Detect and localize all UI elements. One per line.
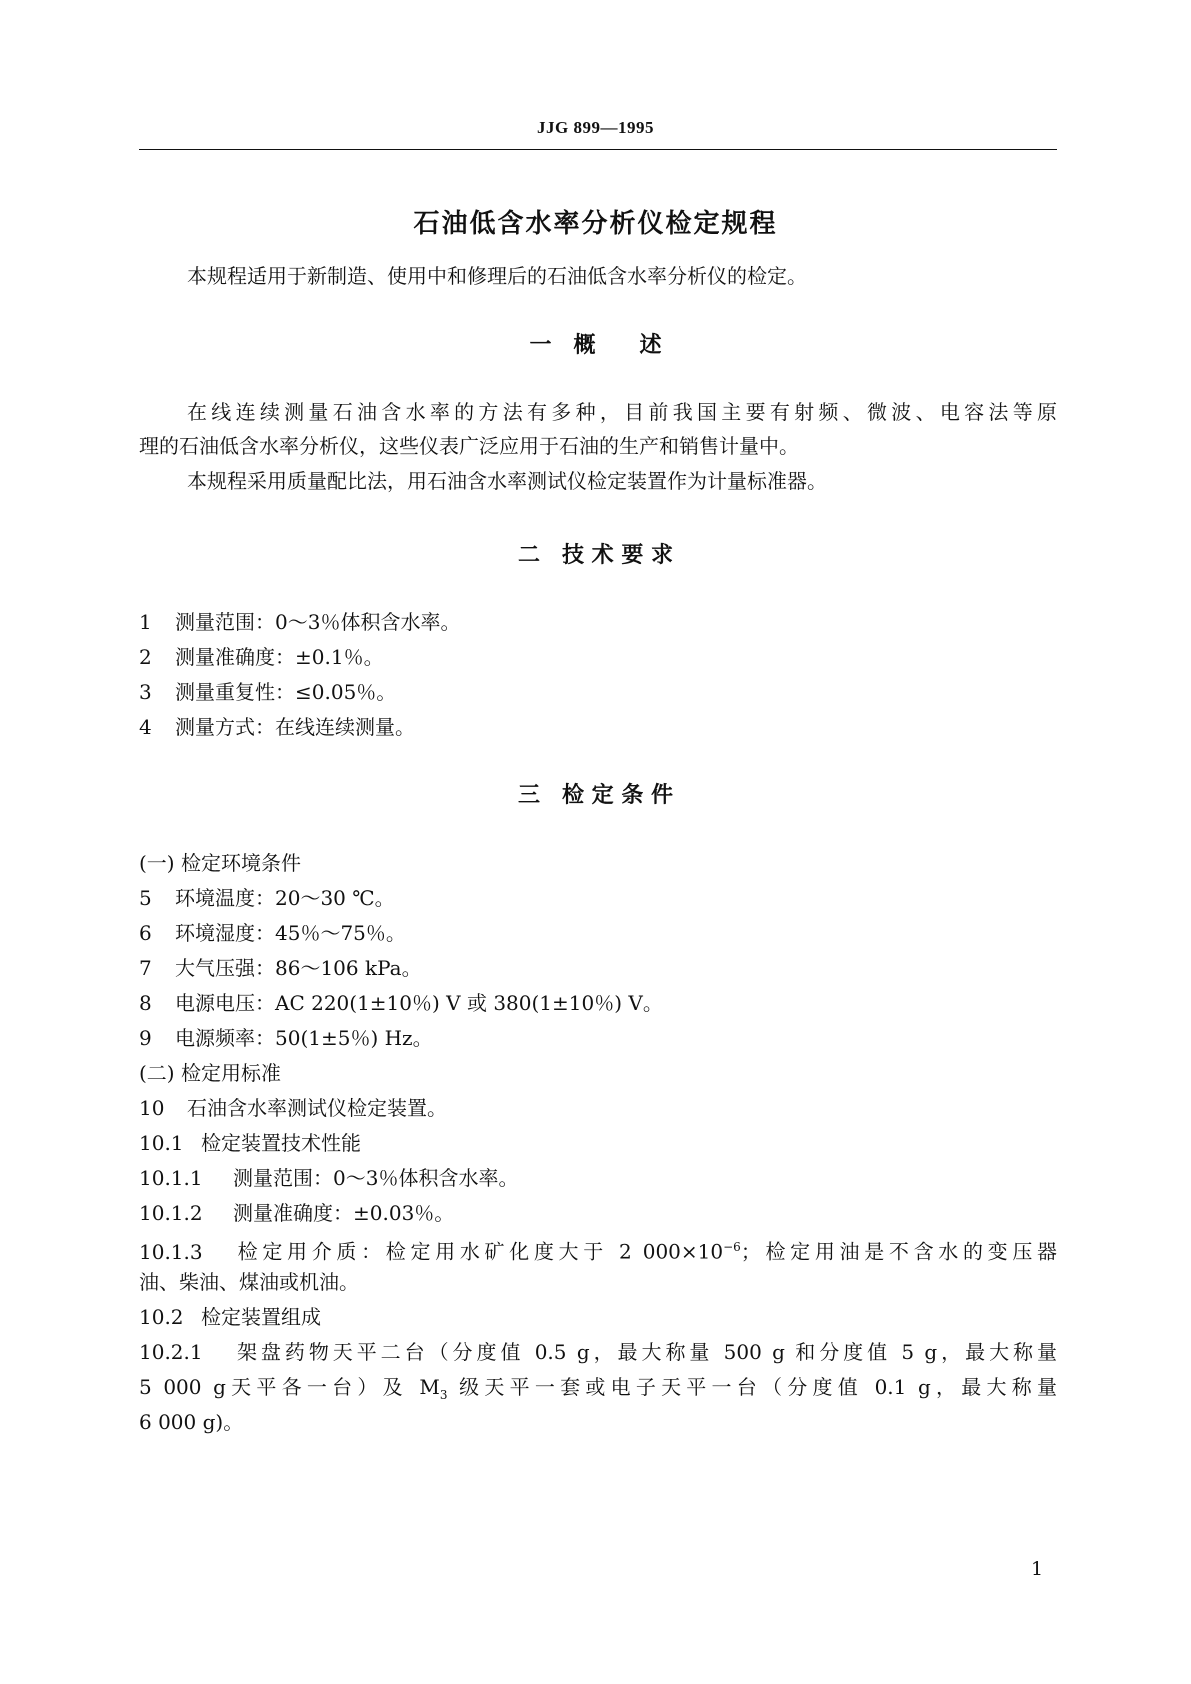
item-text: 架盘药物天平二台（分度值 0.5 g，最大称量 500 g 和分度值 5 g，最大称量 <box>233 1340 1057 1364</box>
env-item-7 <box>139 954 422 982</box>
env-item-8 <box>139 989 663 1017</box>
item-10-2-1-line-1 <box>139 1338 1057 1366</box>
item-number: 6 <box>139 921 152 945</box>
item-text: 检定装置技术性能 <box>201 1131 361 1155</box>
page-number: 1 <box>1031 1558 1044 1580</box>
item-number: 1 <box>139 610 152 634</box>
header-rule <box>139 149 1057 150</box>
item-10-1 <box>139 1129 361 1157</box>
item-number: 2 <box>139 645 152 669</box>
subscript: 3 <box>439 1388 448 1402</box>
section-3-heading: 三 检 定 条 件 <box>518 783 673 808</box>
intro-paragraph: 本规程适用于新制造、使用中和修理后的石油低含水率分析仪的检定。 <box>187 264 807 288</box>
item-text: 测量方式：在线连续测量。 <box>175 715 415 739</box>
item-number: 10.2.1 <box>139 1340 203 1364</box>
item-number: 10.1.2 <box>139 1201 203 1225</box>
item-number: 7 <box>139 956 152 980</box>
item-number: 4 <box>139 715 152 739</box>
item-text: 测量准确度：±0.1％。 <box>175 645 384 669</box>
item-number: 10.1 <box>139 1131 184 1155</box>
item-number: 10.1.3 <box>139 1239 203 1264</box>
item-number: 10 <box>139 1096 165 1120</box>
item-10 <box>139 1094 447 1122</box>
item-text: 电源电压：AC 220(1±10％) V 或 380(1±10％) V。 <box>175 991 663 1015</box>
item-text: 环境温度：20～30 ℃。 <box>175 886 395 910</box>
section-2-heading: 二 技 术 要 求 <box>518 543 673 568</box>
item-text: 电源频率：50(1±5％) Hz。 <box>175 1026 433 1050</box>
s1-paragraph-1-line-2: 理的石油低含水率分析仪，这些仪表广泛应用于石油的生产和销售计量中。 <box>139 434 799 458</box>
item-text: 测量重复性：≤0.05％。 <box>175 680 397 704</box>
subsection-environment: (一) 检定环境条件 <box>139 851 301 875</box>
s1-paragraph-1-line-1: 在线连续测量石油含水率的方法有多种，目前我国主要有射频、微波、电容法等原 <box>187 400 1057 424</box>
item-10-1-2 <box>139 1199 454 1227</box>
item-text: 检定装置组成 <box>201 1305 321 1329</box>
item-10-1-3 <box>139 1233 1057 1266</box>
env-item-6 <box>139 919 406 947</box>
env-item-9 <box>139 1024 433 1052</box>
item-number: 9 <box>139 1026 152 1050</box>
item-10-2 <box>139 1303 321 1331</box>
item-text: 5 000 g天平各一台）及 M <box>139 1375 440 1399</box>
s1-paragraph-2: 本规程采用质量配比法，用石油含水率测试仪检定装置作为计量标准器。 <box>187 469 827 493</box>
item-number: 5 <box>139 886 152 910</box>
item-number: 10.1.1 <box>139 1166 203 1190</box>
item-text-cont: 级天平一套或电子天平一台（分度值 0.1 g，最大称量 <box>447 1375 1057 1399</box>
env-item-5 <box>139 884 395 912</box>
item-text: 测量范围：0～3％体积含水率。 <box>175 610 461 634</box>
req-item-3 <box>139 678 396 706</box>
standard-code: JJG 899—1995 <box>537 118 654 137</box>
item-number: 10.2 <box>139 1305 184 1329</box>
req-item-1 <box>139 608 460 636</box>
item-text: 环境湿度：45％～75％。 <box>175 921 406 945</box>
exponent: −6 <box>723 1240 741 1254</box>
item-number: 8 <box>139 991 152 1015</box>
item-number: 3 <box>139 680 152 704</box>
item-text-cont: ；检定用油是不含水的变压器 <box>740 1239 1057 1264</box>
item-10-2-1-line-2 <box>139 1373 1057 1409</box>
item-text: 检定用介质：检定用水矿化度大于 2 000×10 <box>233 1239 724 1264</box>
req-item-4 <box>139 713 415 741</box>
item-text: 石油含水率测试仪检定装置。 <box>187 1096 447 1120</box>
document-title: 石油低含水率分析仪检定规程 <box>413 209 778 239</box>
item-text: 测量范围：0～3％体积含水率。 <box>233 1166 519 1190</box>
item-10-1-1 <box>139 1164 518 1192</box>
subsection-standards: (二) 检定用标准 <box>139 1061 281 1085</box>
item-10-1-3-continuation: 油、柴油、煤油或机油。 <box>139 1270 359 1294</box>
item-text: 测量准确度：±0.03％。 <box>233 1201 455 1225</box>
item-text: 大气压强：86～106 kPa。 <box>175 956 422 980</box>
section-1-heading: 一 概 述 <box>529 333 662 358</box>
item-10-2-1-line-3: 6 000 g)。 <box>139 1410 244 1434</box>
req-item-2 <box>139 643 384 671</box>
